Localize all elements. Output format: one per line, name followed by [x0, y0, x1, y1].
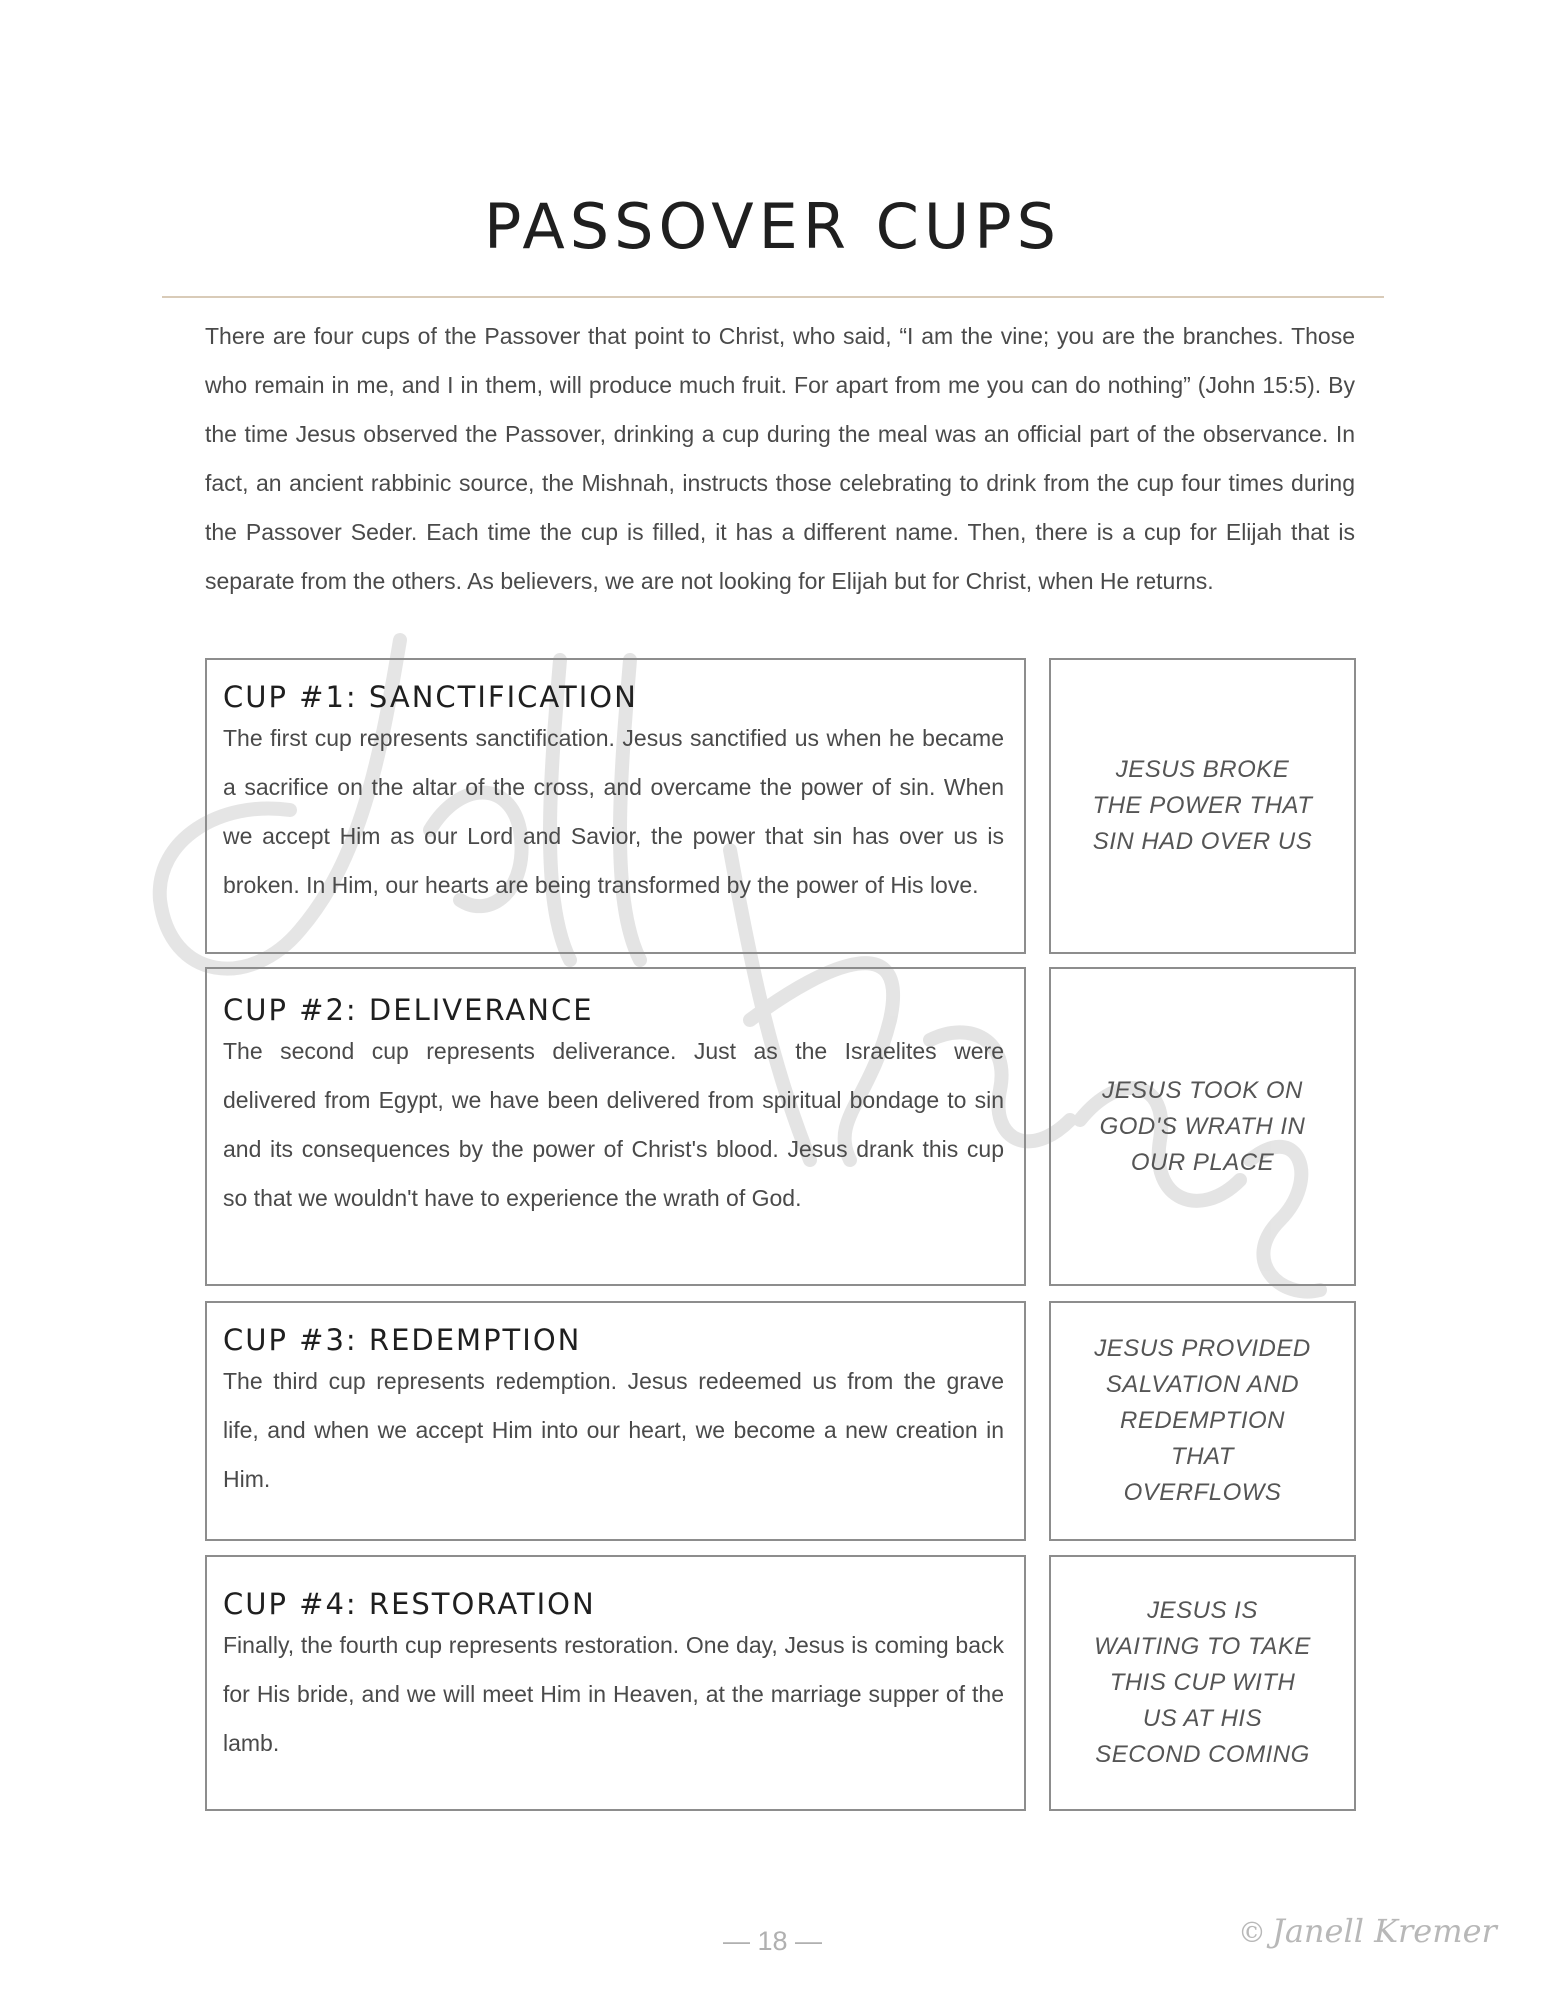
cup-3-note-box [1049, 1301, 1356, 1541]
cup-1-heading: CUP #1: SANCTIFICATION [223, 680, 638, 714]
cup-1-body: The first cup represents sanctification. Jesus sanctified us when he became a sacrifice on the altar of the cross, and overcame the power of sin. When we accept Him as our Lord and Savior, the power that sin has over us is broken. In Him, our hearts are being transformed by the power of His love. [223, 725, 1004, 898]
cup-1-note-box [1049, 658, 1356, 954]
cup-2-heading: CUP #2: DELIVERANCE [223, 993, 594, 1027]
cup-4-heading: CUP #4: RESTORATION [223, 1587, 596, 1621]
title-divider [162, 296, 1384, 298]
cup-4-card [205, 1555, 1026, 1811]
cup-4-body: Finally, the fourth cup represents restoration. One day, Jesus is coming back for His bride, and we will meet Him in Heaven, at the marriage supper of the lamb. [223, 1632, 1004, 1756]
cup-1-note: JESUS BROKE THE POWER THAT SIN HAD OVER US [1092, 756, 1313, 855]
cup-3-heading: CUP #3: REDEMPTION [223, 1323, 582, 1357]
cup-1-card [205, 658, 1026, 954]
cup-3-body: The third cup represents redemption. Jesus redeemed us from the grave life, and when we accept Him into our heart, we become a new creation in Him. [223, 1368, 1004, 1492]
cup-2-note-box [1049, 967, 1356, 1286]
page-number: — 18 — [722, 1926, 823, 1956]
copyright-mark [1238, 1912, 1497, 1950]
cup-4-note-box [1049, 1555, 1356, 1811]
copyright-signature: Janell Kremer [1272, 1912, 1497, 1950]
cup-3-card [205, 1301, 1026, 1541]
copyright-icon: © [1238, 1916, 1266, 1949]
intro-paragraph: There are four cups of the Passover that point to Christ, who said, “I am the vine; you are the branches. Those who remain in me, and I in them, will produce much fruit. For apart from me you can do nothing” (John 15:5). By the time Jesus observed the Passover, drinking a cup during the meal was an official part of the observance. In fact, an ancient rabbinic source, the Mishnah, instructs those celebrating to drink from the cup four times during the Passover Seder. Each time the cup is filled, it has a different name. Then, there is a cup for Elijah that is separate from the others. As believers, we are not looking for Elijah but for Christ, when He returns. [205, 323, 1355, 594]
cup-3-note: JESUS PROVIDED SALVATION AND REDEMPTION THAT OVERFLOWS [1094, 1335, 1311, 1506]
cup-2-card [205, 967, 1026, 1286]
cup-2-body: The second cup represents deliverance. Just as the Israelites were delivered from Egypt, we have been delivered from spiritual bondage to sin and its consequences by the power of Christ's blood. Jesus drank this cup so that we wouldn't have to experience the wrath of God. [223, 1038, 1004, 1211]
page-title: PASSOVER CUPS [483, 190, 1062, 263]
cup-4-note: JESUS IS WAITING TO TAKE THIS CUP WITH US AT HIS SECOND COMING [1094, 1597, 1311, 1768]
cup-2-note: JESUS TOOK ON GOD'S WRATH IN OUR PLACE [1099, 1076, 1306, 1176]
